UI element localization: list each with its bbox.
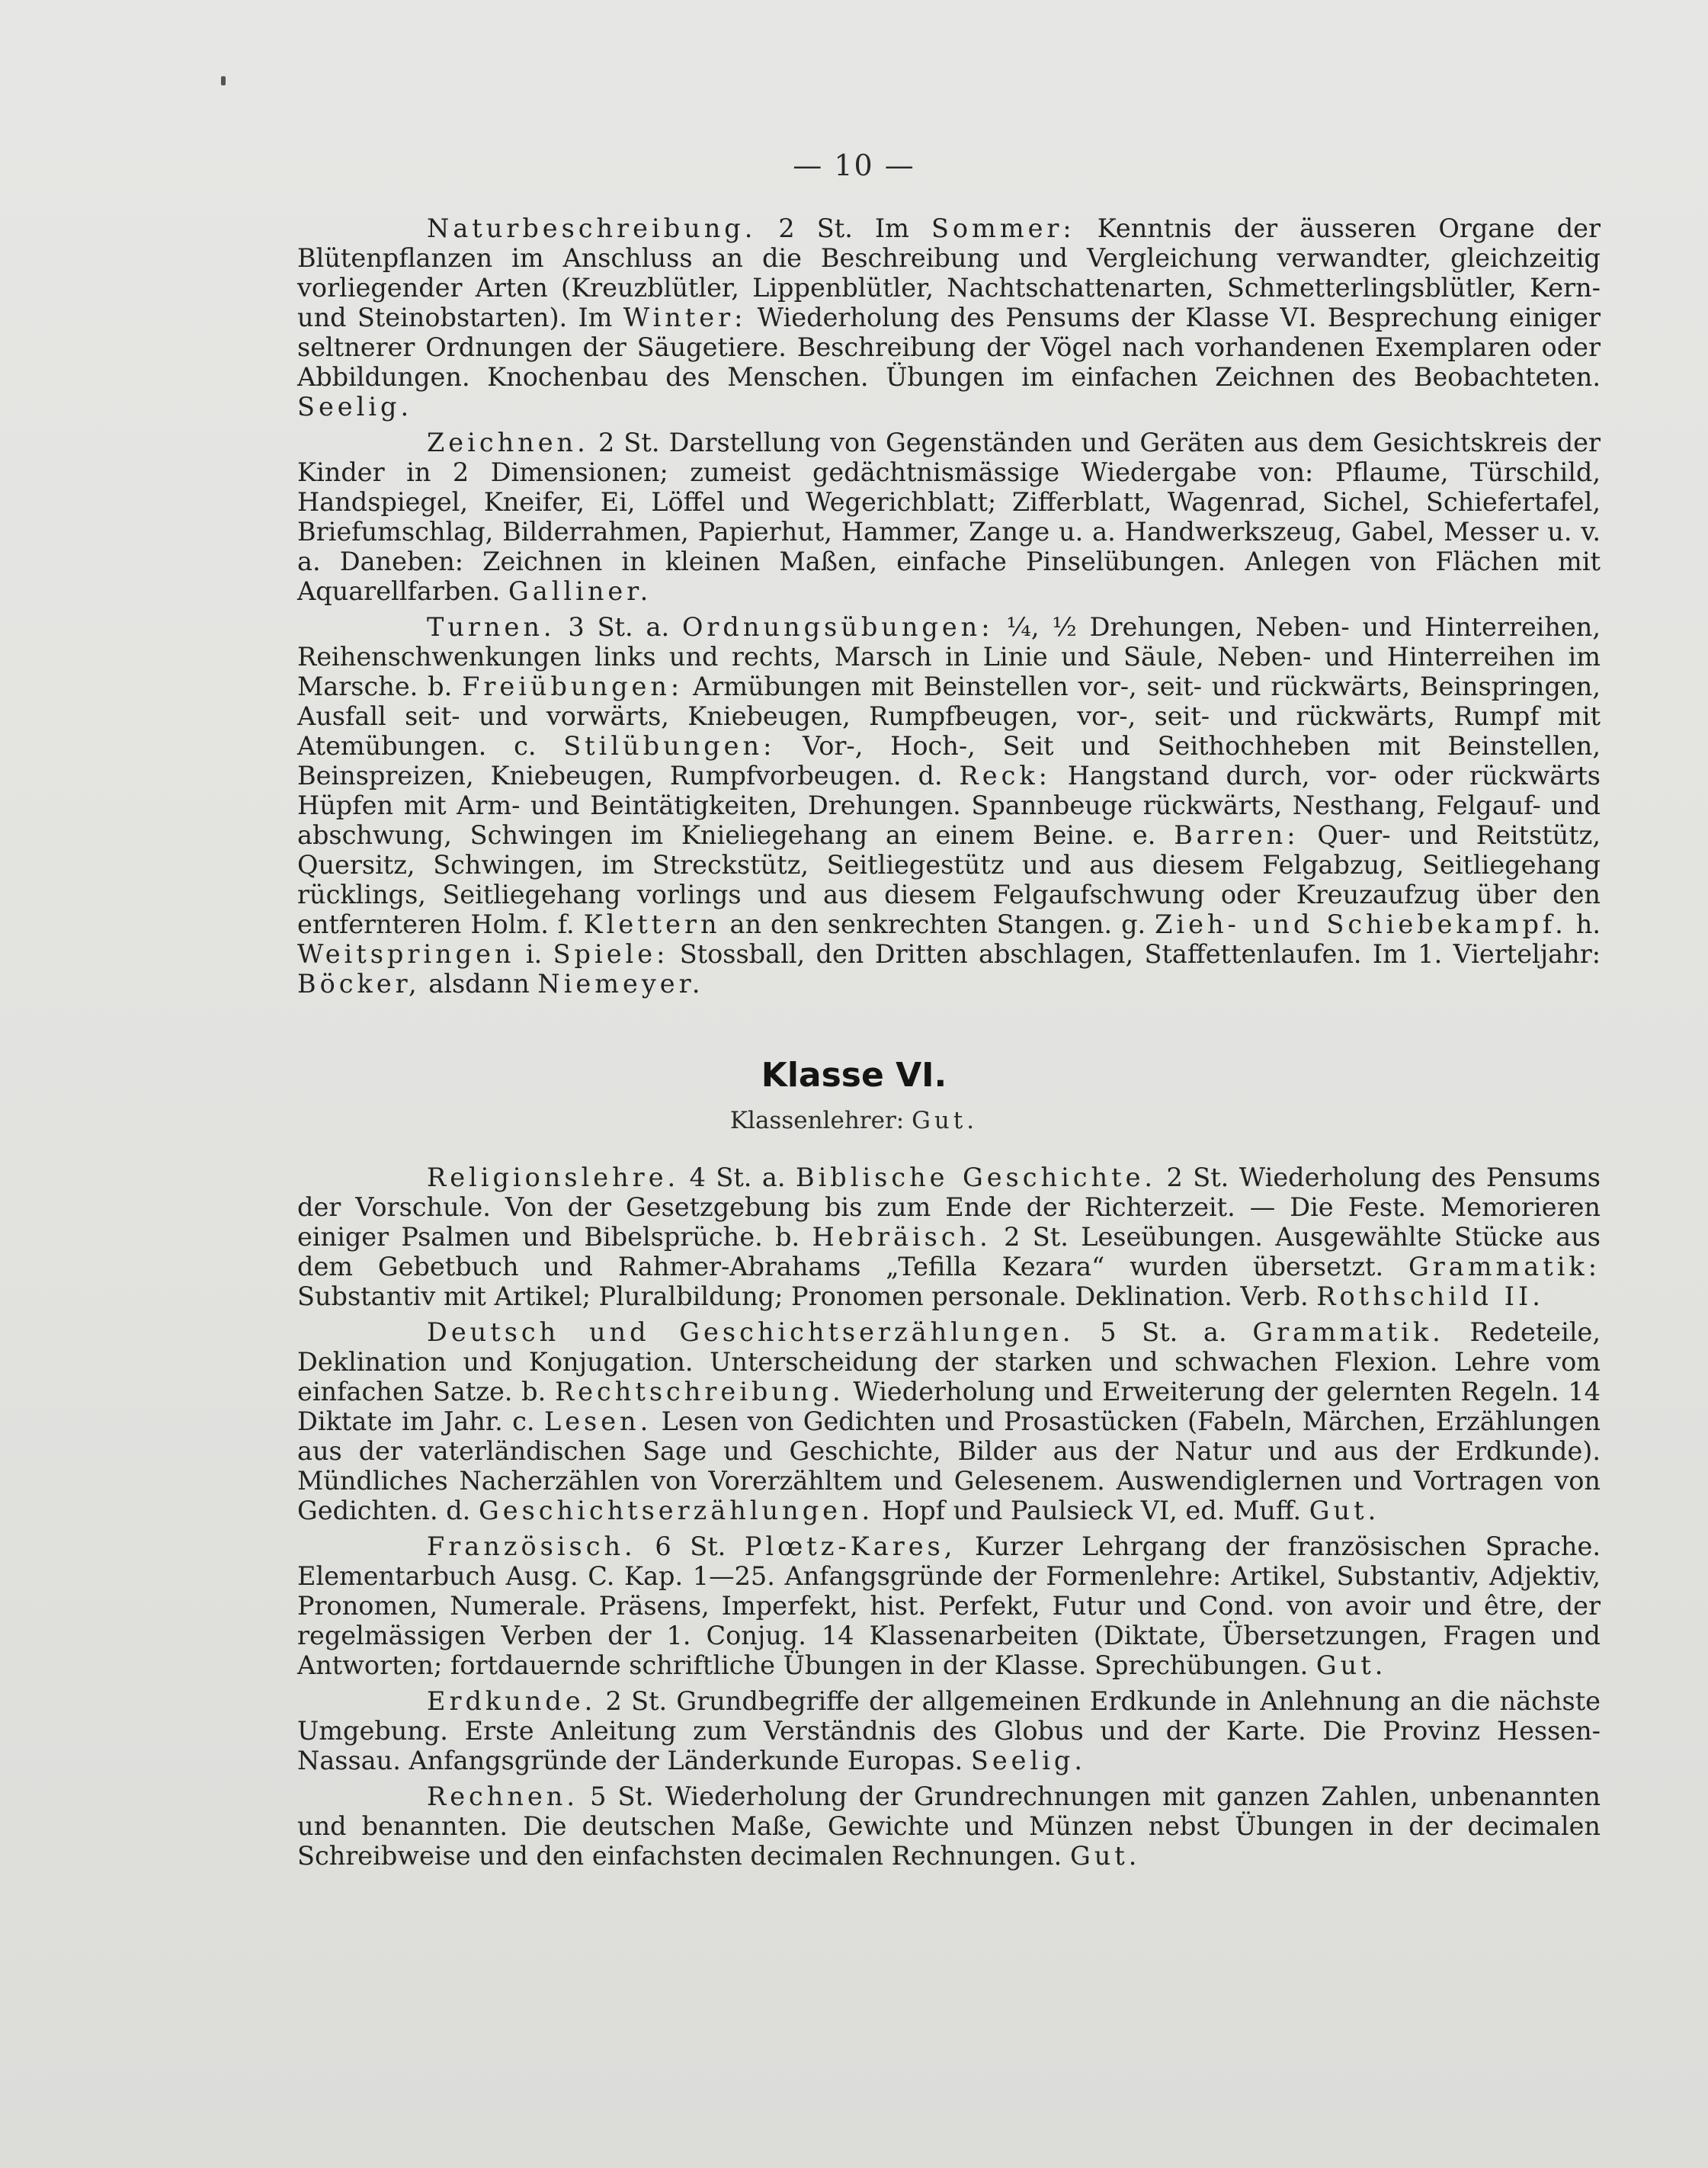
text-run: i. [514,939,553,969]
spaced-term: Weitspringen [297,939,515,969]
text-run: an den senkrechten Stangen. g. [720,909,1155,939]
lower-text-block [297,1163,1601,1877]
spaced-term: Barren: [1174,820,1299,850]
spaced-term: Reck: [959,761,1051,791]
text-run: 2 St. Darstellung von Gegenständen und Geräten aus dem Gesichtskreis der Kinder in 2 Dimensionen; zumeist gedächtnismässige Wiedergabe von: Pflaume, Türschild, Handspiegel, Kneifer, Ei, Löffel und Wegerichblatt; Zifferblatt, Wagenrad, Sichel, Schiefertafel, Briefumschlag, Bilderrahmen, Papierhut, Hammer, Zange u. a. Handwerkszeug, Gabel, Messer u. v. a. Daneben: Zeichnen in kleinen Maßen, einfache Pinselübungen. Anlegen von Flächen mit Aquarellfarben. [297,428,1601,606]
text-run: alsdann [420,969,538,999]
spaced-term: Geschichtserzählungen. [478,1496,874,1525]
spaced-term: Französisch. [427,1531,636,1561]
ink-speck [221,76,226,85]
spaced-term: Sommer: [931,213,1075,243]
text-run: 5 St. Wiederholung der Grundrechnungen mit ganzen Zahlen, unbenannten und benannten. Die deutschen Maße, Gewichte und Münzen nebst Übungen in der decimalen Schreibweise und den einfachsten decimalen Rechnungen. [297,1782,1601,1871]
text-run: 2 St. Im [756,213,931,243]
spaced-term: Zieh- und Schiebekampf. [1155,909,1567,939]
text-run: 5 St. a. [1074,1317,1253,1347]
class-teacher-name: Gut. [912,1107,979,1134]
spaced-term: Rothschild II. [1316,1281,1544,1311]
paragraph-naturbeschreibung [297,213,1601,422]
paragraph-franzoesisch [297,1531,1601,1680]
spaced-term: Religionslehre. [427,1163,680,1192]
text-run: Hopf und Paulsieck VI, ed. Muff. [873,1496,1309,1525]
text-run: Substantiv mit Artikel; Pluralbildung; Pronomen personale. Deklination. Verb. [297,1281,1317,1311]
text-run: 3 St. a. [555,612,682,642]
paragraph-rechnen [297,1782,1601,1871]
text-run: Stossball, den Dritten abschlagen, Staffettenlaufen. Im 1. Vierteljahr: [668,939,1601,969]
spaced-term: Erdkunde. [427,1686,597,1716]
text-run: 6 St. [636,1531,745,1561]
text-run: ¼, ½ Drehungen, Neben- und Hinterreihen, Reihenschwenkungen links und rechts, Marsch in Linie und Säule, Neben- und Hinterreihen im Marsche. b. [297,612,1601,701]
class-teacher-line [0,1107,1708,1134]
text-run: h. [1566,909,1601,939]
spaced-term: Niemeyer. [537,969,704,999]
spaced-term: Biblische Geschichte. [795,1163,1157,1192]
paragraph-turnen [297,612,1601,999]
spaced-term: Grammatik. [1252,1317,1444,1347]
spaced-term: Gut. [1069,1841,1141,1871]
paragraph-erdkunde [297,1686,1601,1775]
text-run: 2 St. Leseübungen. Ausgewählte Stücke aus dem Gebetbuch und Rahmer-Abrahams „Tefilla Kezara“ wurden übersetzt. [297,1222,1601,1281]
spaced-term: Winter: [623,303,747,332]
spaced-term: Zeichnen. [427,428,589,457]
paragraph-deutsch [297,1317,1601,1525]
spaced-term: Naturbeschreibung. [427,213,757,243]
spaced-term: Gut. [1315,1650,1387,1680]
text-run: Vor-, Hoch-, Seit und Seithochheben mit Beinstellen, Beinspreizen, Kniebeugen, Rumpfvorbeugen. d. [297,731,1601,791]
class-teacher-label: Klassenlehrer: [729,1107,905,1134]
spaced-term: Grammatik: [1408,1252,1601,1281]
spaced-term: Rechnen. [427,1782,579,1811]
spaced-term: Seelig. [970,1746,1087,1775]
section-heading: Klasse VI. [761,1056,947,1095]
paragraph-zeichnen [297,428,1601,606]
spaced-term: Freiübungen: [462,672,684,701]
spaced-term: Gut. [1309,1496,1380,1525]
spaced-term: Turnen. [427,612,556,642]
text-run: Kenntnis der äusseren Organe der Blütenpflanzen im Anschluss an die Beschreibung und Vergleichung verwandter, gleichzeitig vorliegender Arten (Kreuzblütler, Lippenblütler, Nachtschattenarten, Schmetterlingsblütler, Kern- und Steinobstarten). Im [297,213,1601,332]
spaced-term: Ordnungsübungen: [681,612,994,642]
upper-text-block [297,213,1601,1005]
text-run: Armübungen mit Beinstellen vor-, seit- und rückwärts, Beinspringen, Ausfall seit- und vorwärts, Kniebeugen, Rumpfbeugen, vor-, seit- und rückwärts, Rumpf mit Atemübungen. c. [297,672,1601,761]
text-run: Quer- und Reitstütz, Quersitz, Schwingen, im Streckstütz, Seitliegestütz und aus diesem Felgabzug, Seitliegehang rücklings, Seitliegehang vorlings und aus diesem Felgaufschwung oder Kreuzaufzug über den entfernteren Holm. f. [297,820,1601,939]
spaced-term: Stilübungen: [563,731,776,761]
spaced-term: Deutsch und Geschichtserzählungen. [427,1317,1075,1347]
text-run: Wiederholung des Pensums der Klasse VI. Besprechung einiger seltnerer Ordnungen der Säugetiere. Beschreibung der Vögel nach vorhandenen Exemplaren oder Abbildungen. Knochenbau des Menschen. Übungen im einfachen Zeichnen des Beobachteten. [297,303,1601,392]
spaced-term: Böcker, [297,969,421,999]
spaced-term: Hebräisch. [812,1222,992,1252]
text-run: Redeteile, Deklination und Konjugation. Unterscheidung der starken und schwachen Flexion. Lehre vom einfachen Satze. b. [297,1317,1601,1406]
spaced-term: Lesen. [543,1406,652,1436]
text-run: Lesen von Gedichten und Prosastücken (Fabeln, Märchen, Erzählungen aus der vaterländischen Sage und Geschichte, Bilder aus der Natur und aus der Erdkunde). Mündliches Nacherzählen von Vorerzähltem und Gelesenem. Auswendiglernen und Vortragen von Gedichten. d. [297,1406,1601,1525]
spaced-term: Seelig. [297,392,413,422]
text-run: 2 St. Wiederholung des Pensums der Vorschule. Von der Gesetzgebung bis zum Ende der Richterzeit. — Die Feste. Memorieren einiger Psalmen und Bibelsprüche. b. [297,1163,1601,1252]
page-number: — 10 — [793,149,915,182]
spaced-term: Rechtschreibung. [555,1377,844,1406]
text-run: Hangstand durch, vor- oder rückwärts Hüpfen mit Arm- und Beintätigkeiten, Drehungen. Spannbeuge rückwärts, Nesthang, Felgauf- und abschwung, Schwingen im Knieliegehang an einem Beine. e. [297,761,1601,850]
spaced-term: Klettern [583,909,721,939]
text-run: Kurzer Lehrgang der französischen Sprache. Elementarbuch Ausg. C. Kap. 1—25. Anfangsgründe der Formenlehre: Artikel, Substantiv, Adjektiv, Pronomen, Numerale. Präsens, Imperfekt, hist. Perfekt, Futur und Cond. von avoir und être, der regelmässigen Verben der 1. Conjug. 14 Klassenarbeiten (Diktate, Übersetzungen, Fragen und Antworten; fortdauernde schriftliche Übungen in der Klasse. Sprechübungen. [297,1531,1601,1680]
text-run: 2 St. Grundbegriffe der allgemeinen Erdkunde in Anlehnung an die nächste Umgebung. Erste Anleitung zum Verständnis des Globus und der Karte. Die Provinz Hessen-Nassau. Anfangsgründe der Länderkunde Europas. [297,1686,1601,1775]
text-run: Wiederholung und Erweiterung der gelernten Regeln. 14 Diktate im Jahr. c. [297,1377,1601,1436]
spaced-term: Plœtz-Kares, [744,1531,957,1561]
text-run: 4 St. a. [679,1163,796,1192]
spaced-term: Spiele: [553,939,669,969]
paragraph-religionslehre [297,1163,1601,1311]
spaced-term: Galliner. [508,576,652,606]
